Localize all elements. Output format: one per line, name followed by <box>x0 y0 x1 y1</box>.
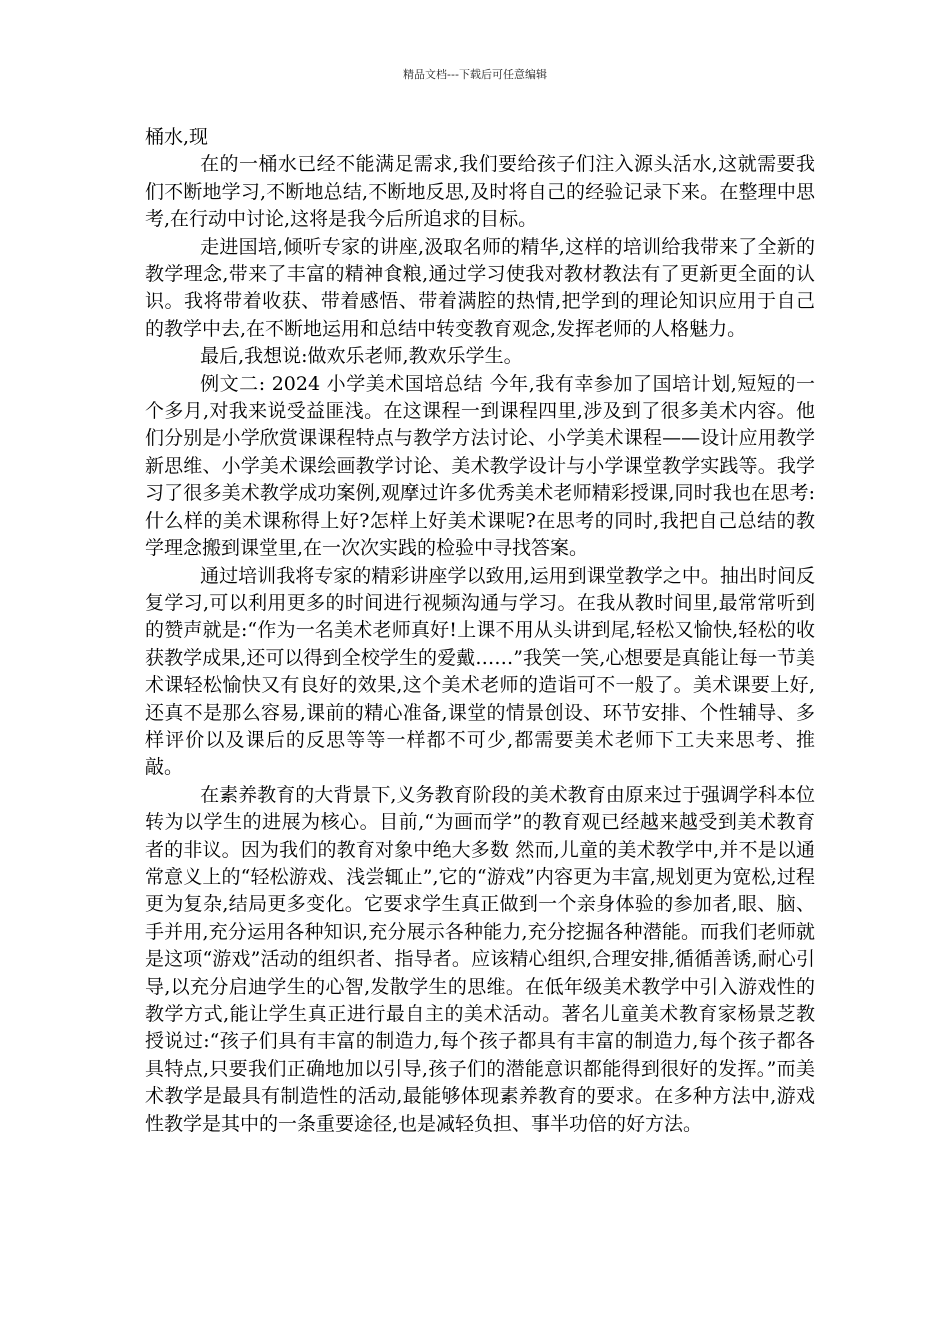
page-header: 精品文档---下载后可任意编辑 <box>403 68 547 81</box>
paragraph: 在的一桶水已经不能满足需求,我们要给孩子们注入源头活水,这就需要我们不断地学习,不断地总结,不断地反思,及时将自己的经验记录下来。在整理中思考,在行动中讨论,这将是我今后所追求的目标。 <box>145 153 815 231</box>
paragraph: 桶水,现 <box>145 126 209 148</box>
paragraph: 例文二: 2024 小学美术国培总结 今年,我有幸参加了国培计划,短短的一个多月,对我来说受益匪浅。在这课程一到课程四里,涉及到了很多美术内容。他们分别是小学欣赏课课程特点与教学方法讨论、小学美术课程——设计应用教学新思维、小学美术课绘画教学讨论、美术教学设计与小学课堂教学实践等。我学习了很多美术教学成功案例,观摩过许多优秀美术老师精彩授课,同时我也在思考:什么样的美术课称得上好?怎样上好美术课呢?在思考的同时,我把自己总结的教学理念搬到课堂里,在一次次实践的检验中寻找答案。 <box>145 372 815 560</box>
paragraph: 走进国培,倾听专家的讲座,汲取名师的精华,这样的培训给我带来了全新的教学理念,带来了丰富的精神食粮,通过学习使我对教材教法有了更新更全面的认识。我将带着收获、带着感悟、带着满腔的热情,把学到的理论知识应用于自己的教学中去,在不断地运用和总结中转变教育观念,发挥老师的人格魅力。 <box>145 235 815 340</box>
paragraph: 在素养教育的大背景下,义务教育阶段的美术教育由原来过于强调学科本位转为以学生的进展为核心。目前,“为画而学”的教育观已经越来越受到美术教育者的非议。因为我们的教育对象中绝大多数 然而,儿童的美术教学中,并不是以通常意义上的“轻松游戏、浅尝辄止”,它的“游戏”内容更为丰富,规划更为宽松,过程更为复杂,结局更多变化。它要求学生真正做到一个亲身体验的参加者,眼、脑、手并用,充分运用各种知识,充分展示各种能力,充分挖掘各种潜能。而我们老师就是这项“游戏”活动的组织者、指导者。应该精心组织,合理安排,循循善诱,耐心引导,以充分启迪学生的心智,发散学生的思维。在低年级美术教学中引入游戏性的教学方式,能让学生真正进行最自主的美术活动。著名儿童美术教育家杨景芝教授说过:“孩子们具有丰富的制造力,每个孩子都具有丰富的制造力,每个孩子都各具特点,只要我们正确地加以引导,孩子们的潜能意识都能得到很好的发挥。”而美术教学是最具有制造性的活动,最能够体现素养教育的要求。在多种方法中,游戏性教学是其中的一条重要途径,也是减轻负担、事半功倍的好方法。 <box>145 783 815 1135</box>
paragraph: 通过培训我将专家的精彩讲座学以致用,运用到课堂教学之中。抽出时间反复学习,可以利用更多的时间进行视频沟通与学习。在我从教时间里,最常常听到的赞声就是:“作为一名美术老师真好!上课不用从头讲到尾,轻松又愉快,轻松的收获教学成果,还可以得到全校学生的爱戴……”我笑一笑,心想要是真能让每一节美术课轻松愉快又有良好的效果,这个美术老师的造诣可不一般了。美术课要上好,还真不是那么容易,课前的精心准备,课堂的情景创设、环节安排、个性辅导、多样评价以及课后的反思等等一样都不可少,都需要美术老师下工夫来思考、推敲。 <box>145 564 815 779</box>
paragraph: 最后,我想说:做欢乐老师,教欢乐学生。 <box>200 345 523 368</box>
document-body <box>145 124 815 1138</box>
